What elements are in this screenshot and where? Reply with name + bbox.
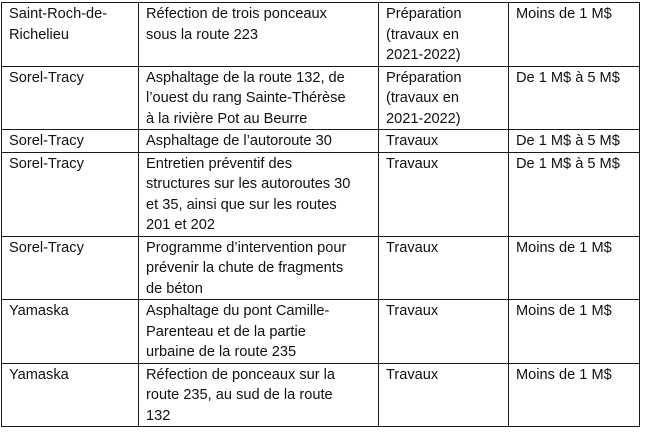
cost-cell: De 1 M$ à 5 M$ [509, 66, 640, 130]
cost-cell: De 1 M$ à 5 M$ [509, 152, 640, 236]
status-cell: Travaux [379, 236, 509, 300]
table-row [2, 363, 640, 427]
table-row [2, 3, 640, 67]
project-cell: Asphaltage de l’autoroute 30 [139, 130, 379, 153]
project-cell: Asphaltage de la route 132, de l’ouest du rang Sainte-Thérèse à la rivière Pot au Beurre [139, 66, 379, 130]
project-cell: Asphaltage du pont Camille- Parenteau et de la partie urbaine de la route 235 [139, 300, 379, 364]
status-cell: Préparation (travaux en 2021-2022) [379, 66, 509, 130]
cost-cell: Moins de 1 M$ [509, 3, 640, 67]
project-cell: Programme d’intervention pour prévenir la chute de fragments de béton [139, 236, 379, 300]
status-cell: Préparation (travaux en 2021-2022) [379, 3, 509, 67]
status-cell: Travaux [379, 300, 509, 364]
municipality-cell: Yamaska [2, 300, 139, 364]
municipality-cell: Saint-Roch-de- Richelieu [2, 3, 139, 67]
project-cell: Entretien préventif des structures sur les autoroutes 30 et 35, ainsi que sur les routes 201 et 202 [139, 152, 379, 236]
municipality-cell: Sorel-Tracy [2, 152, 139, 236]
municipality-cell: Sorel-Tracy [2, 66, 139, 130]
table-row [2, 130, 640, 153]
cost-cell: Moins de 1 M$ [509, 300, 640, 364]
project-cell: Réfection de ponceaux sur la route 235, au sud de la route 132 [139, 363, 379, 427]
projects-table [1, 2, 640, 427]
table-row [2, 152, 640, 236]
municipality-cell: Sorel-Tracy [2, 236, 139, 300]
status-cell: Travaux [379, 152, 509, 236]
table-row [2, 66, 640, 130]
municipality-cell: Sorel-Tracy [2, 130, 139, 153]
cost-cell: Moins de 1 M$ [509, 236, 640, 300]
status-cell: Travaux [379, 363, 509, 427]
cost-cell: Moins de 1 M$ [509, 363, 640, 427]
cost-cell: De 1 M$ à 5 M$ [509, 130, 640, 153]
status-cell: Travaux [379, 130, 509, 153]
table-row [2, 236, 640, 300]
municipality-cell: Yamaska [2, 363, 139, 427]
project-cell: Réfection de trois ponceaux sous la route 223 [139, 3, 379, 67]
table-row [2, 300, 640, 364]
